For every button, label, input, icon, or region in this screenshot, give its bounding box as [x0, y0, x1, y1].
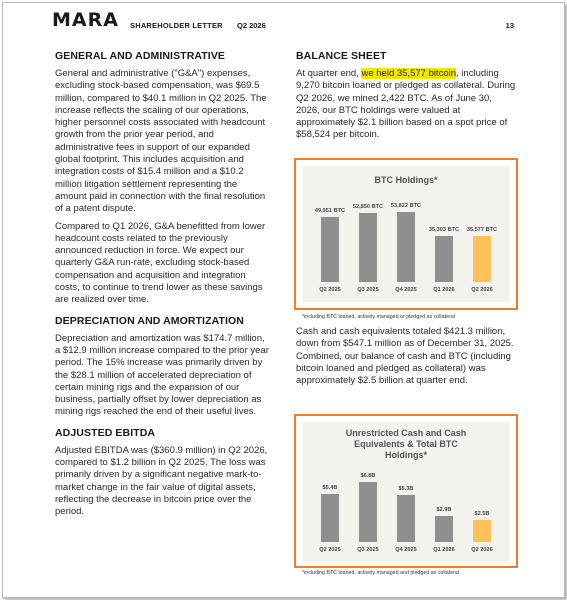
cash-btc-chart-bg — [302, 422, 510, 562]
btc-holdings-chart — [294, 158, 518, 310]
right-column — [296, 50, 518, 147]
bar-q4-2025 — [397, 495, 415, 542]
bitcoin-held-highlight: we held 35,577 bitcoin — [361, 68, 457, 79]
x-tick-label: Q4 2025 — [395, 287, 417, 293]
btc-holdings-chart-title: BTC Holdings* — [374, 175, 438, 185]
header-period: Q2 2026 — [237, 21, 266, 30]
x-tick-label: Q1 2026 — [433, 287, 455, 293]
bar-q2-2025 — [321, 217, 339, 282]
btc-holdings-footnote: *including BTC loaned, actively managed or pledged as collateral — [302, 314, 455, 320]
x-tick-label: Q2 2026 — [471, 287, 493, 293]
bs-text-pre: At quarter end, — [296, 68, 362, 79]
bar-value-label: 53,822 BTC — [390, 203, 422, 210]
bar-q2-2025 — [321, 494, 339, 542]
bar-q3-2025 — [359, 482, 377, 542]
bar-q1-2026 — [435, 236, 453, 282]
x-tick-label: Q3 2025 — [357, 547, 379, 553]
bar-q4-2025 — [397, 212, 415, 282]
header-title: SHAREHOLDER LETTER — [130, 21, 223, 30]
x-tick-label: Q2 2025 — [319, 287, 341, 293]
bar-value-label: $2.9B — [436, 507, 452, 514]
da-heading: DEPRECIATION AND AMORTIZATION — [55, 314, 244, 327]
bar-value-label: $5.3B — [398, 486, 414, 493]
bar-value-label: $6.8B — [360, 473, 376, 480]
bar-q2-2026 — [473, 520, 491, 542]
balance-sheet-heading: BALANCE SHEET — [296, 50, 387, 62]
balance-sheet-paragraph — [296, 68, 518, 142]
ebitda-paragraph: Adjusted EBITDA was ($360.9 million) in Q2 2026, compared to $1.2 billion in Q2 2025. The loss was primarily driven by a significant negative mark-to-market change in the fair value of digital assets, reflecting the decrease in bitcoin price over the period. — [55, 444, 268, 518]
btc-holdings-chart-bg — [302, 166, 510, 302]
left-column — [55, 50, 270, 524]
ga-heading: GENERAL AND ADMINISTRATIVE — [55, 50, 226, 62]
cash-btc-chart — [294, 414, 518, 568]
page-number: 13 — [505, 21, 514, 30]
bar-value-label: 35,303 BTC — [428, 227, 460, 234]
x-tick-label: Q2 2025 — [319, 547, 341, 553]
da-paragraph: Depreciation and amortization was $174.7 million, a $12.9 million increase compared to the prior year period. The 15% increase was primarily driven by the $28.1 million of accelerated depreciation of certain mining rigs and the expansion of our business, partially offset by lower depreciation as mining rigs reached the end of their useful lives. — [55, 332, 269, 418]
ebitda-heading: ADJUSTED EBITDA — [55, 426, 156, 439]
mara-logo: MARA — [52, 9, 119, 31]
bs-text-post: , including 9,270 bitcoin loaned or pledged as collateral. During Q2 2026, we mined 2,422 BTC. As of June 30, 2026, our BTC holdings were valued at approximately $2.1 billion based on a spot price of $58,524 per bitcoin. — [296, 68, 516, 141]
bar-q1-2026 — [435, 516, 453, 542]
cash-paragraph: Cash and cash equivalents totaled $421.3 million, down from $547.1 million as of December 31, 2025. Combined, our balance of cash and BTC (including bitcoin loaned and pledged as collateral) was approximately $2.5 billion at quarter end. — [296, 326, 514, 387]
x-tick-label: Q3 2025 — [357, 287, 379, 293]
bar-q2-2026 — [473, 236, 491, 282]
bar-value-label: $2.5B — [474, 511, 490, 517]
ga-paragraph-2: Compared to Q1 2026, G&A benefitted from lower headcount costs related to the previously announced reduction in force. We expect our quarterly G&A run-rate, excluding stock-based compensation and acquisition and integration costs, to continue to trend lower as these savings are realized over time. — [55, 220, 266, 306]
bar-q3-2025 — [359, 213, 377, 282]
x-tick-label: Q2 2026 — [471, 547, 493, 553]
bar-value-label: $5.4B — [322, 485, 338, 492]
x-tick-label: Q1 2026 — [433, 547, 455, 553]
x-tick-label: Q4 2025 — [395, 547, 417, 553]
page-header — [52, 9, 514, 37]
bar-value-label: 35,577 BTC — [466, 226, 498, 233]
cash-btc-chart-title: Unrestricted Cash and Cash Equivalents & Total BTC Holdings* — [345, 428, 467, 460]
cash-btc-footnote: *including BTC loaned, actively managed and pledged as collateral — [302, 570, 459, 576]
bar-value-label: 52,850 BTC — [352, 204, 384, 211]
bar-value-label: 49,951 BTC — [314, 208, 346, 215]
ga-paragraph-1: General and administrative ("G&A") expenses, excluding stock-based compensation, was $69.5 million, compared to $40.1 million in Q2 2025. The increase reflects the scaling of our operations, higher personnel costs associated with headcount growth from the prior year period, and administrative fees in support of our expanded global footprint. This includes acquisition and integration costs of $15.4 million and a $10.2 million litigation settlement representing the amount paid in connection with the final resolution of a patent dispute. — [55, 68, 267, 215]
